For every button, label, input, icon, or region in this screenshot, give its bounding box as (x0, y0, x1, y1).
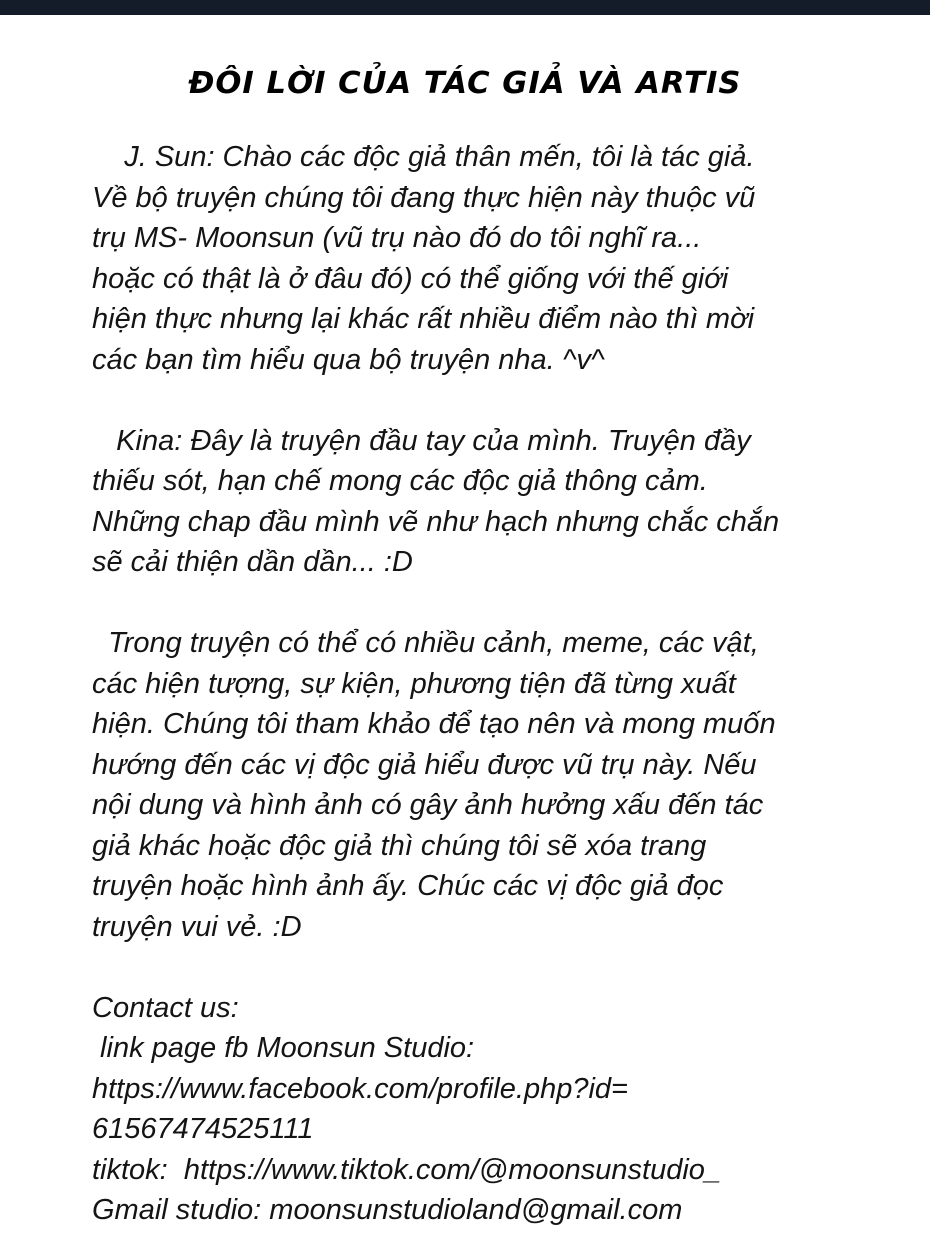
gmail-contact: Gmail studio: moonsunstudioland@gmail.com (92, 1194, 683, 1226)
tiktok-contact: tiktok: https://www.tiktok.com/@moonsunstudio_ (92, 1153, 722, 1186)
text-line: truyện hoặc hình ảnh ấy. Chúc các vị độc giả đọc (92, 870, 724, 902)
text-line: hiện thực nhưng lại khác rất nhiều điểm nào thì mời (92, 303, 755, 335)
document-body (92, 137, 872, 1231)
text-line: Kina: Đây là truyện đầu tay của mình. Truyện đầy (92, 424, 751, 457)
text-line: J. Sun: Chào các độc giả thân mến, tôi là tác giả. (92, 141, 755, 173)
text-line: giả khác hoặc độc giả thì chúng tôi sẽ xóa trang (92, 829, 707, 862)
paragraph-spacer (92, 947, 872, 988)
text-line: hoặc có thật là ở đâu đó) có thể giống với thế giới (92, 262, 729, 295)
paragraph-spacer (92, 380, 872, 421)
paragraph-kina (92, 421, 872, 583)
text-line: hướng đến các vị độc giả hiểu được vũ trụ này. Nếu (92, 748, 757, 781)
text-line: Về bộ truyện chúng tôi đang thực hiện này thuộc vũ (92, 181, 756, 214)
text-line: các hiện tượng, sự kiện, phương tiện đã từng xuất (92, 667, 736, 700)
text-line: các bạn tìm hiểu qua bộ truyện nha. ^v^ (92, 343, 605, 376)
text-line: nội dung và hình ảnh có gây ảnh hưởng xấu đến tác (92, 789, 764, 821)
facebook-url-id: 61567474525111 (92, 1113, 314, 1145)
contact-section (92, 988, 872, 1231)
top-bar (0, 0, 930, 15)
text-line: trụ MS- Moonsun (vũ trụ nào đó do tôi nghĩ ra... (92, 222, 702, 254)
paragraph-j-sun (92, 137, 872, 380)
page-title: ĐÔI LỜI CỦA TÁC GIẢ VÀ ARTIS (188, 66, 742, 101)
text-line: sẽ cải thiện dần dần... :D (92, 546, 413, 578)
text-line: hiện. Chúng tôi tham khảo để tạo nên và mong muốn (92, 708, 776, 740)
facebook-label: link page fb Moonsun Studio: (92, 1032, 475, 1064)
facebook-url: https://www.facebook.com/profile.php?id= (92, 1072, 628, 1105)
text-line: Trong truyện có thể có nhiều cảnh, meme, các vật, (92, 627, 759, 659)
text-line: thiếu sót, hạn chế mong các độc giả thông cảm. (92, 465, 708, 497)
paragraph-disclaimer (92, 623, 872, 947)
contact-heading: Contact us: (92, 991, 239, 1024)
paragraph-spacer (92, 583, 872, 624)
text-line: Những chap đầu mình vẽ như hạch nhưng chắc chắn (92, 505, 780, 538)
text-line: truyện vui vẻ. :D (92, 910, 302, 943)
